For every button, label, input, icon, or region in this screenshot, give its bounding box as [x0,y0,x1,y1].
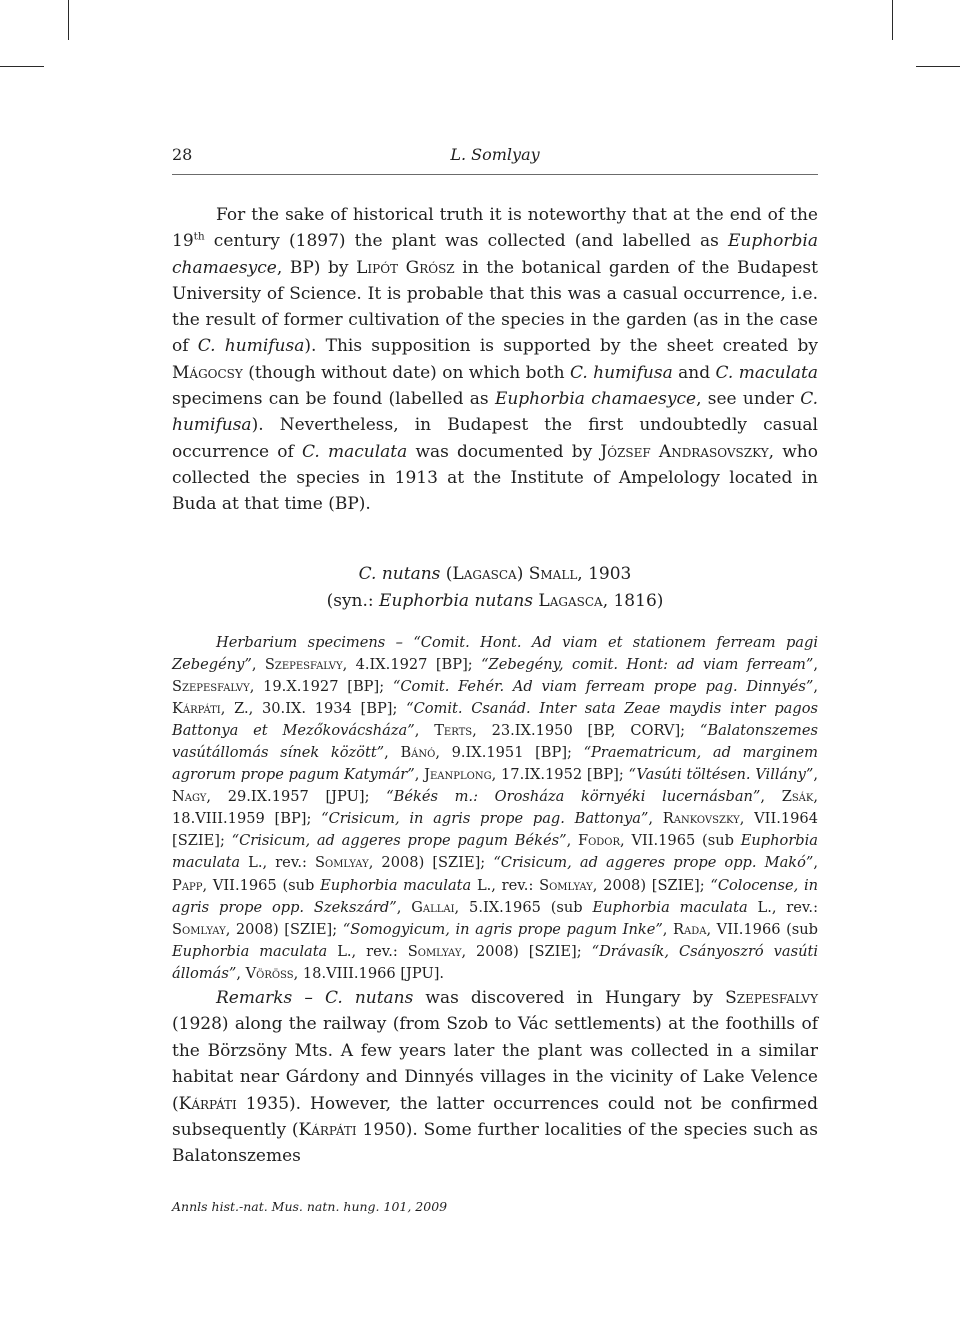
collector-name: Szepesfalvy [172,678,250,696]
taxon-heading-line1 [172,561,818,587]
text-run: , VII.1965 (sub [620,832,741,850]
text-run: , Z., 30.IX. 1934 [BP]; [220,700,407,718]
collector-name: Bánó [400,744,436,762]
person-name: Mágocsy [172,362,243,383]
crop-mark-top-right-horizontal [916,66,960,67]
text-run: , [813,656,818,674]
taxon-name: C. maculata [301,441,408,462]
author-name: Lagasca [452,564,517,584]
text-run: , [813,678,819,696]
taxon-name: Euphorbia maculata [172,832,819,872]
collector-name: Terts [434,722,473,740]
taxon-name: C. nutans [324,988,414,1008]
text-run: , 17.IX.1952 [BP]; [491,766,629,784]
text-run: specimens can be found (labelled as [172,389,495,410]
text-run: L., rev.: [471,876,540,894]
collector-name: Papp [172,876,203,894]
text-run: , 2008) [SZIE]; [368,854,494,872]
specimen-label: “Zebegény, comit. Hont: ad viam ferream” [481,656,814,674]
text-run: , 29.IX.1957 [JPU]; [206,788,387,806]
reviser-name: Somlyay [407,942,462,960]
text-run: , VII.1966 (sub [706,920,819,938]
person-name: Kárpáti [178,1093,237,1114]
specimen-label: “Praematricum, ad marginem agrorum prope pagum Katymár” [172,744,818,784]
text-run: , BP) by [276,257,357,278]
text-run: For the sake of historical truth it is noteworthy that at the end of the 19 [172,205,818,252]
collector-name: Rankovszky [662,810,740,828]
text-run: , 18.VIII.1966 [JPU]. [293,964,445,982]
taxon-name: C. humifusa [172,389,818,436]
text-run: ). This supposition is supported by the sheet created by [304,336,818,357]
text-run: , 19.X.1927 [BP]; [249,678,393,696]
specimen-label: “Comit. Fehér. Ad viam ferream prope pag. Dinnyés” [392,678,814,696]
crop-mark-top-left-horizontal [0,66,44,67]
text-run: , 5.IX.1965 (sub [454,898,593,916]
taxon-heading-line2 [172,588,818,614]
text-run: ) [516,564,529,584]
person-name: József Andrasovszky [600,441,769,462]
reviser-name: Somlyay [539,876,593,894]
text-run: , [813,854,819,872]
text-run: , 18.VIII.1959 [BP]; [172,788,819,828]
text-run: , [414,722,435,740]
text-run: , 9.IX.1951 [BP]; [435,744,584,762]
text-run: was discovered in Hungary by [413,988,726,1008]
person-name: Kárpáti [298,1120,357,1141]
collector-name: Nagy [172,788,207,806]
reviser-name: Somlyay [315,854,369,872]
reviser-name: Somlyay [172,920,226,938]
taxon-name: Euphorbia nutans [379,591,533,611]
taxon-name: C. nutans [358,564,441,584]
journal-footer: Annls hist.-nat. Mus. natn. hung. 101, 2009 [172,1199,448,1214]
text-run: , [662,920,674,938]
collector-name: Szepesfalvy [264,656,343,674]
text-run: in the botanical garden of the Budapest University of Science. It is probable that this was a casual occurrence, i.e. the result of former cultivation of the species in the garden (as in the case of [172,257,818,357]
text-run: (though without date) on which both [242,362,570,383]
text-run: , VII.1965 (sub [202,876,321,894]
author-name: Small [528,564,578,584]
remarks-paragraph [172,985,818,1170]
text-run: L., rev.: [747,898,818,916]
text-run: , 2008) [SZIE]; [461,942,592,960]
page-number: 28 [172,145,193,164]
text-run: L., rev.: [240,854,315,872]
text-run: , [396,898,412,916]
text-run: , 1816) [602,591,664,611]
collector-name: Rada [673,920,707,938]
text-run: , 2008) [SZIE]; [592,876,711,894]
taxon-name: C. humifusa [569,362,673,383]
text-run: , [236,964,246,982]
text-run: , 1903 [577,564,632,584]
text-run: , [251,656,265,674]
specimen-label: “Drávasík, Csányoszró vasúti állomás” [172,942,819,982]
specimen-label: “Békés m.: Orosháza környéki lucernásban” [386,788,761,806]
running-title: L. Somlyay [450,145,540,164]
specimen-label: “Crisicum, ad aggeres prope pagum Békés” [231,832,567,850]
text-run: L., rev.: [327,942,408,960]
text-run: century (1897) the plant was collected (and labelled as [204,231,728,252]
text-run: , see under [696,389,801,410]
text-run: , 2008) [SZIE]; [225,920,343,938]
specimen-label: “Crisicum, in agris prope pag. Battonya” [321,810,649,828]
header-rule [172,174,818,175]
text-run: , 23.IX.1950 [BP, CORV]; [472,722,700,740]
specimen-label: “Somogyicum, in agris prope pagum Inke” [342,920,663,938]
text-run: , VII.1964 [SZIE]; [172,810,818,850]
taxon-name: Euphorbia chamaesyce [494,389,697,410]
text-run: , [760,788,782,806]
text-run: , [414,766,425,784]
person-name: Lipót Grósz [356,257,455,278]
text-run: (1928) along the railway (from Szob to Vác settlements) at the foothills of the Börzsöny Mts. A few years later the plant was collected in a similar habitat near Gárdony and Dinnyés villages in the vicinity of Lake Velence ( [172,1014,818,1114]
specimen-label: “Balatonszemes vasútállomás sínek között” [172,722,818,762]
taxon-name: C. maculata [715,362,818,383]
text-run: , who collected the species in 1913 at the Institute of Ampelology located in Buda at that time (BP). [172,441,818,515]
specimen-label: “Crisicum, ad aggeres prope opp. Makó” [493,854,814,872]
herbarium-specimens [172,632,818,985]
taxon-name: Euphorbia chamaesyce [172,231,818,278]
text-run: , [813,766,818,784]
text-run: and [672,362,716,383]
specimen-label: “Colocense, in agris prope opp. Szekszárd” [172,876,819,916]
author-name: Lagasca [538,591,603,611]
specimen-label: “Vasúti töltésen. Villány” [628,766,814,784]
remarks-label: Remarks – [216,988,325,1008]
text-run: ( [440,564,453,584]
crop-mark-top-right-vertical [892,0,893,40]
text-run: was documented by [407,441,601,462]
taxon-name: Euphorbia maculata [320,876,472,894]
person-name: Szepesfalvy [725,988,819,1008]
text-run: , [566,832,578,850]
collector-name: Fodor [577,832,621,850]
ordinal-superscript: th [193,230,205,243]
collector-name: Kárpáti [172,700,221,718]
text-run: , [648,810,663,828]
text-run: ). Nevertheless, in Budapest the first undoubtedly casual occurrence of [172,415,818,462]
text-run: , 4.IX.1927 [BP]; [342,656,482,674]
specimen-label: “Comit. Csanád. Inter sata Zeae maydis inter pagos Battonya et Mezőkovácsháza” [172,700,818,740]
intro-paragraph [172,202,818,518]
text-run: 1950). Some further localities of the species such as Balatonszemes [172,1120,818,1167]
specimen-label: Herbarium specimens – “Comit. Hont. Ad viam et stationem ferream pagi Zebegény” [172,634,818,674]
taxon-name: C. humifusa [197,336,305,357]
collector-name: Zsák [781,788,814,806]
text-run: , [384,744,401,762]
collector-name: Jeanplong [424,766,492,784]
collector-name: Vöröss [245,964,294,982]
crop-mark-top-left-vertical [68,0,69,40]
taxon-name: Euphorbia maculata [172,942,328,960]
collector-name: Gallai [411,898,455,916]
text-run: (syn.: [326,591,380,611]
text-run: 1935). However, the latter occurrences could not be confirmed subsequently ( [172,1093,818,1141]
taxon-name: Euphorbia maculata [592,898,748,916]
